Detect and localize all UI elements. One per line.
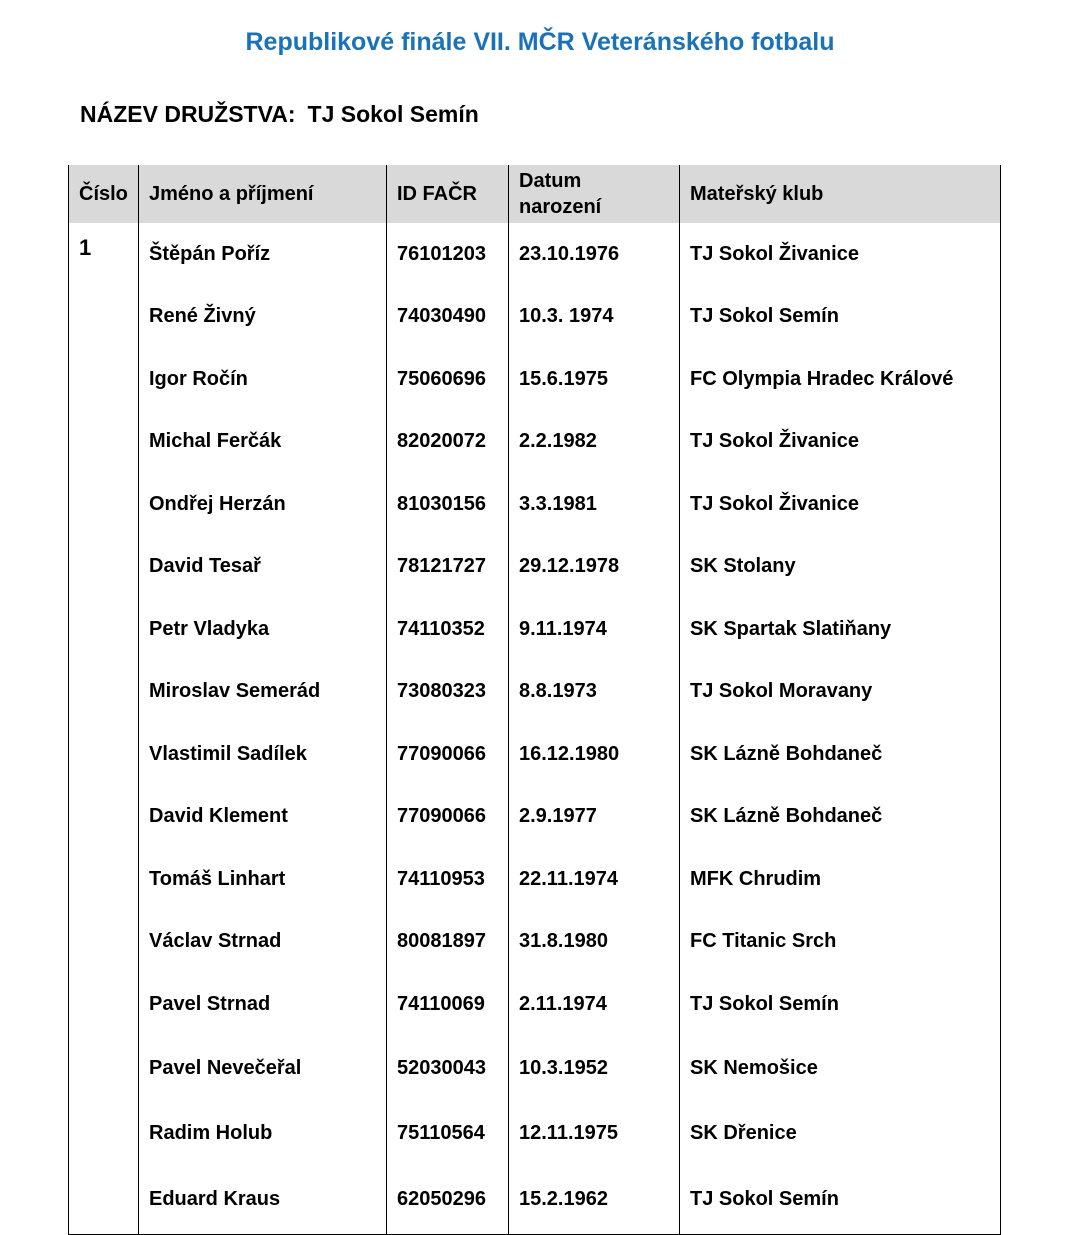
cell-club: SK Nemošice xyxy=(680,1036,1001,1101)
page-title: Republikové finále VII. MČR Veteránského fotbalu xyxy=(245,28,835,56)
cell-dob: 9.11.1974 xyxy=(509,598,680,661)
cell-club: SK Spartak Slatiňany xyxy=(680,598,1001,661)
table-row xyxy=(69,1166,1001,1235)
header-dob xyxy=(509,165,680,223)
cell-club: SK Stolany xyxy=(680,536,1001,599)
cell-id: 75110564 xyxy=(387,1101,509,1166)
cell-number xyxy=(69,1036,139,1101)
table-row xyxy=(69,286,1001,349)
cell-name: Petr Vladyka xyxy=(139,598,387,661)
cell-name: Tomáš Linhart xyxy=(139,848,387,911)
cell-id: 74110069 xyxy=(387,973,509,1036)
cell-number xyxy=(69,411,139,474)
cell-number xyxy=(69,1101,139,1166)
cell-id: 76101203 xyxy=(387,223,509,286)
cell-name: Václav Strnad xyxy=(139,911,387,974)
cell-club: TJ Sokol Semín xyxy=(680,1166,1001,1235)
cell-club: SK Lázně Bohdaneč xyxy=(680,786,1001,849)
table-row xyxy=(69,598,1001,661)
table-row xyxy=(69,473,1001,536)
cell-number xyxy=(69,848,139,911)
table-row xyxy=(69,411,1001,474)
table-row xyxy=(69,973,1001,1036)
cell-name: Vlastimil Sadílek xyxy=(139,723,387,786)
cell-number xyxy=(69,661,139,724)
cell-club: FC Olympia Hradec Králové xyxy=(680,348,1001,411)
cell-dob: 29.12.1978 xyxy=(509,536,680,599)
cell-dob: 22.11.1974 xyxy=(509,848,680,911)
table-row xyxy=(69,661,1001,724)
cell-name: Radim Holub xyxy=(139,1101,387,1166)
cell-dob: 12.11.1975 xyxy=(509,1101,680,1166)
cell-id: 74030490 xyxy=(387,286,509,349)
cell-name: Miroslav Semerád xyxy=(139,661,387,724)
cell-club: TJ Sokol Semín xyxy=(680,973,1001,1036)
cell-id: 75060696 xyxy=(387,348,509,411)
table-row xyxy=(69,911,1001,974)
cell-dob: 23.10.1976 xyxy=(509,223,680,286)
table-row xyxy=(69,1036,1001,1101)
header-id: ID FAČR xyxy=(387,165,509,223)
cell-club: TJ Sokol Živanice xyxy=(680,223,1001,286)
cell-id: 81030156 xyxy=(387,473,509,536)
cell-club: SK Dřenice xyxy=(680,1101,1001,1166)
cell-number: 1 xyxy=(69,223,139,286)
cell-dob: 2.9.1977 xyxy=(509,786,680,849)
cell-id: 62050296 xyxy=(387,1166,509,1235)
table-row xyxy=(69,1101,1001,1166)
cell-number xyxy=(69,598,139,661)
cell-id: 80081897 xyxy=(387,911,509,974)
cell-name: Pavel Nevečeřal xyxy=(139,1036,387,1101)
cell-number xyxy=(69,786,139,849)
cell-dob: 10.3. 1974 xyxy=(509,286,680,349)
cell-number xyxy=(69,1166,139,1235)
team-name-line xyxy=(80,101,479,128)
table-row xyxy=(69,536,1001,599)
cell-dob: 15.6.1975 xyxy=(509,348,680,411)
cell-dob: 31.8.1980 xyxy=(509,911,680,974)
cell-name: René Živný xyxy=(139,286,387,349)
table-row xyxy=(69,348,1001,411)
table-row xyxy=(69,223,1001,286)
cell-number xyxy=(69,348,139,411)
cell-number xyxy=(69,536,139,599)
cell-id: 78121727 xyxy=(387,536,509,599)
cell-dob: 2.2.1982 xyxy=(509,411,680,474)
cell-id: 74110953 xyxy=(387,848,509,911)
table-row xyxy=(69,848,1001,911)
table-header-row xyxy=(69,165,1001,223)
cell-name: Eduard Kraus xyxy=(139,1166,387,1235)
cell-dob: 8.8.1973 xyxy=(509,661,680,724)
cell-number xyxy=(69,911,139,974)
cell-id: 82020072 xyxy=(387,411,509,474)
cell-id: 74110352 xyxy=(387,598,509,661)
cell-name: Ondřej Herzán xyxy=(139,473,387,536)
header-club: Mateřský klub xyxy=(680,165,1001,223)
table-row xyxy=(69,786,1001,849)
cell-club: TJ Sokol Živanice xyxy=(680,411,1001,474)
cell-name: Igor Ročín xyxy=(139,348,387,411)
table-row xyxy=(69,723,1001,786)
cell-dob: 2.11.1974 xyxy=(509,973,680,1036)
cell-id: 73080323 xyxy=(387,661,509,724)
cell-number xyxy=(69,973,139,1036)
cell-dob: 10.3.1952 xyxy=(509,1036,680,1101)
header-number: Číslo xyxy=(69,165,139,223)
team-label: NÁZEV DRUŽSTVA: xyxy=(80,101,296,127)
cell-name: David Klement xyxy=(139,786,387,849)
cell-dob: 3.3.1981 xyxy=(509,473,680,536)
cell-name: Michal Ferčák xyxy=(139,411,387,474)
cell-club: FC Titanic Srch xyxy=(680,911,1001,974)
cell-club: TJ Sokol Živanice xyxy=(680,473,1001,536)
cell-id: 77090066 xyxy=(387,786,509,849)
team-name: TJ Sokol Semín xyxy=(307,101,479,127)
cell-dob: 16.12.1980 xyxy=(509,723,680,786)
cell-club: MFK Chrudim xyxy=(680,848,1001,911)
cell-club: SK Lázně Bohdaneč xyxy=(680,723,1001,786)
header-name: Jméno a příjmení xyxy=(139,165,387,223)
cell-number xyxy=(69,723,139,786)
header-dob-line2: narození xyxy=(519,196,602,218)
cell-dob: 15.2.1962 xyxy=(509,1166,680,1235)
roster-table xyxy=(68,165,1001,1235)
cell-id: 77090066 xyxy=(387,723,509,786)
header-dob-line1: Datum xyxy=(519,170,582,192)
cell-number xyxy=(69,286,139,349)
cell-number xyxy=(69,473,139,536)
cell-name: David Tesař xyxy=(139,536,387,599)
cell-name: Štěpán Poříz xyxy=(139,223,387,286)
cell-club: TJ Sokol Semín xyxy=(680,286,1001,349)
cell-name: Pavel Strnad xyxy=(139,973,387,1036)
cell-club: TJ Sokol Moravany xyxy=(680,661,1001,724)
cell-id: 52030043 xyxy=(387,1036,509,1101)
